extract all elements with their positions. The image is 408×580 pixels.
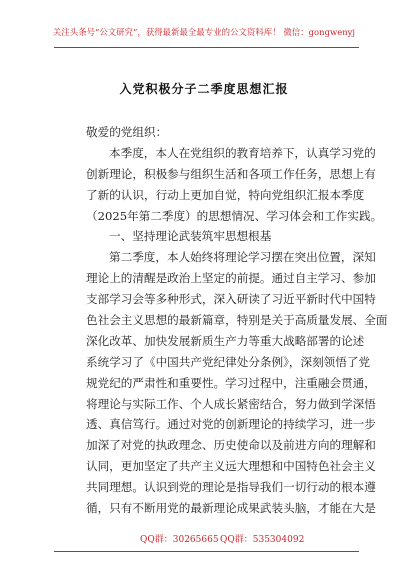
footer-qq-group-right: QQ群：535304092: [220, 535, 305, 545]
paragraph-line: 规党纪的严肃性和重要性。学习过程中，注重融会贯通，: [86, 375, 376, 390]
paragraph-line: 创新理论，积极参与组织生活和各项工作任务，思想上有: [86, 166, 376, 181]
paragraph-line: 透、真信笃行。通过对党的创新理论的持续学习，进一步: [86, 417, 376, 432]
footer-divider: [54, 551, 359, 552]
header-divider: [54, 47, 359, 48]
paragraph-line: 循，只有不断用党的最新理论成果武装头脑，才能在大是: [86, 501, 376, 516]
paragraph-line: 共同理想。认识到党的理论是指导我们一切行动的根本遵: [86, 480, 376, 495]
paragraph-line: 理论上的清醒是政治上坚定的前提。通过自主学习、参加: [86, 271, 376, 286]
paragraph-line: （2025年第二季度）的思想情况、学习体会和工作实践。: [86, 208, 383, 223]
document-body: [86, 118, 388, 519]
paragraph-line: 将理论与实际工作、个人成长紧密结合，努力做到学深悟: [86, 396, 376, 411]
paragraph-line: 深化改革、加快发展新质生产力等重大战略部署的论述: [86, 333, 365, 348]
footer-qq-group-left: QQ群：30265665: [140, 535, 219, 545]
paragraph-line: 本季度，本人在党组织的教育培养下，认真学习党的: [109, 145, 376, 160]
section-heading: 一、坚持理论武装筑牢思想根基: [109, 229, 272, 244]
salutation: 敬爱的党组织：: [86, 125, 168, 139]
footer: [0, 532, 408, 548]
paragraph-line: 认同，更加坚定了共产主义远大理想和中国特色社会主义: [86, 459, 376, 474]
paragraph-line: 支部学习会等多种形式，深入研读了习近平新时代中国特: [86, 292, 376, 307]
header-banner: 关注头条号“公文研究”，获得最新最全最专业的公文资料库！ 微信：gongwenyj: [52, 27, 356, 37]
paragraph-line: 了新的认识，行动上更加自觉，特向党组织汇报本季度: [86, 187, 365, 202]
paragraph-line: 系统学习了《中国共产党纪律处分条例》，深刻领悟了党: [86, 354, 371, 369]
paragraph-line: 加深了对党的执政理念、历史使命以及前进方向的理解和: [86, 438, 376, 453]
paragraph-line: 色社会主义思想的最新篇章，特别是关于高质量发展、全面: [86, 313, 388, 328]
document-title: 入党积极分子二季度思想汇报: [119, 82, 289, 96]
paragraph-line: 第二季度，本人始终将理论学习摆在突出位置，深知: [109, 250, 376, 265]
